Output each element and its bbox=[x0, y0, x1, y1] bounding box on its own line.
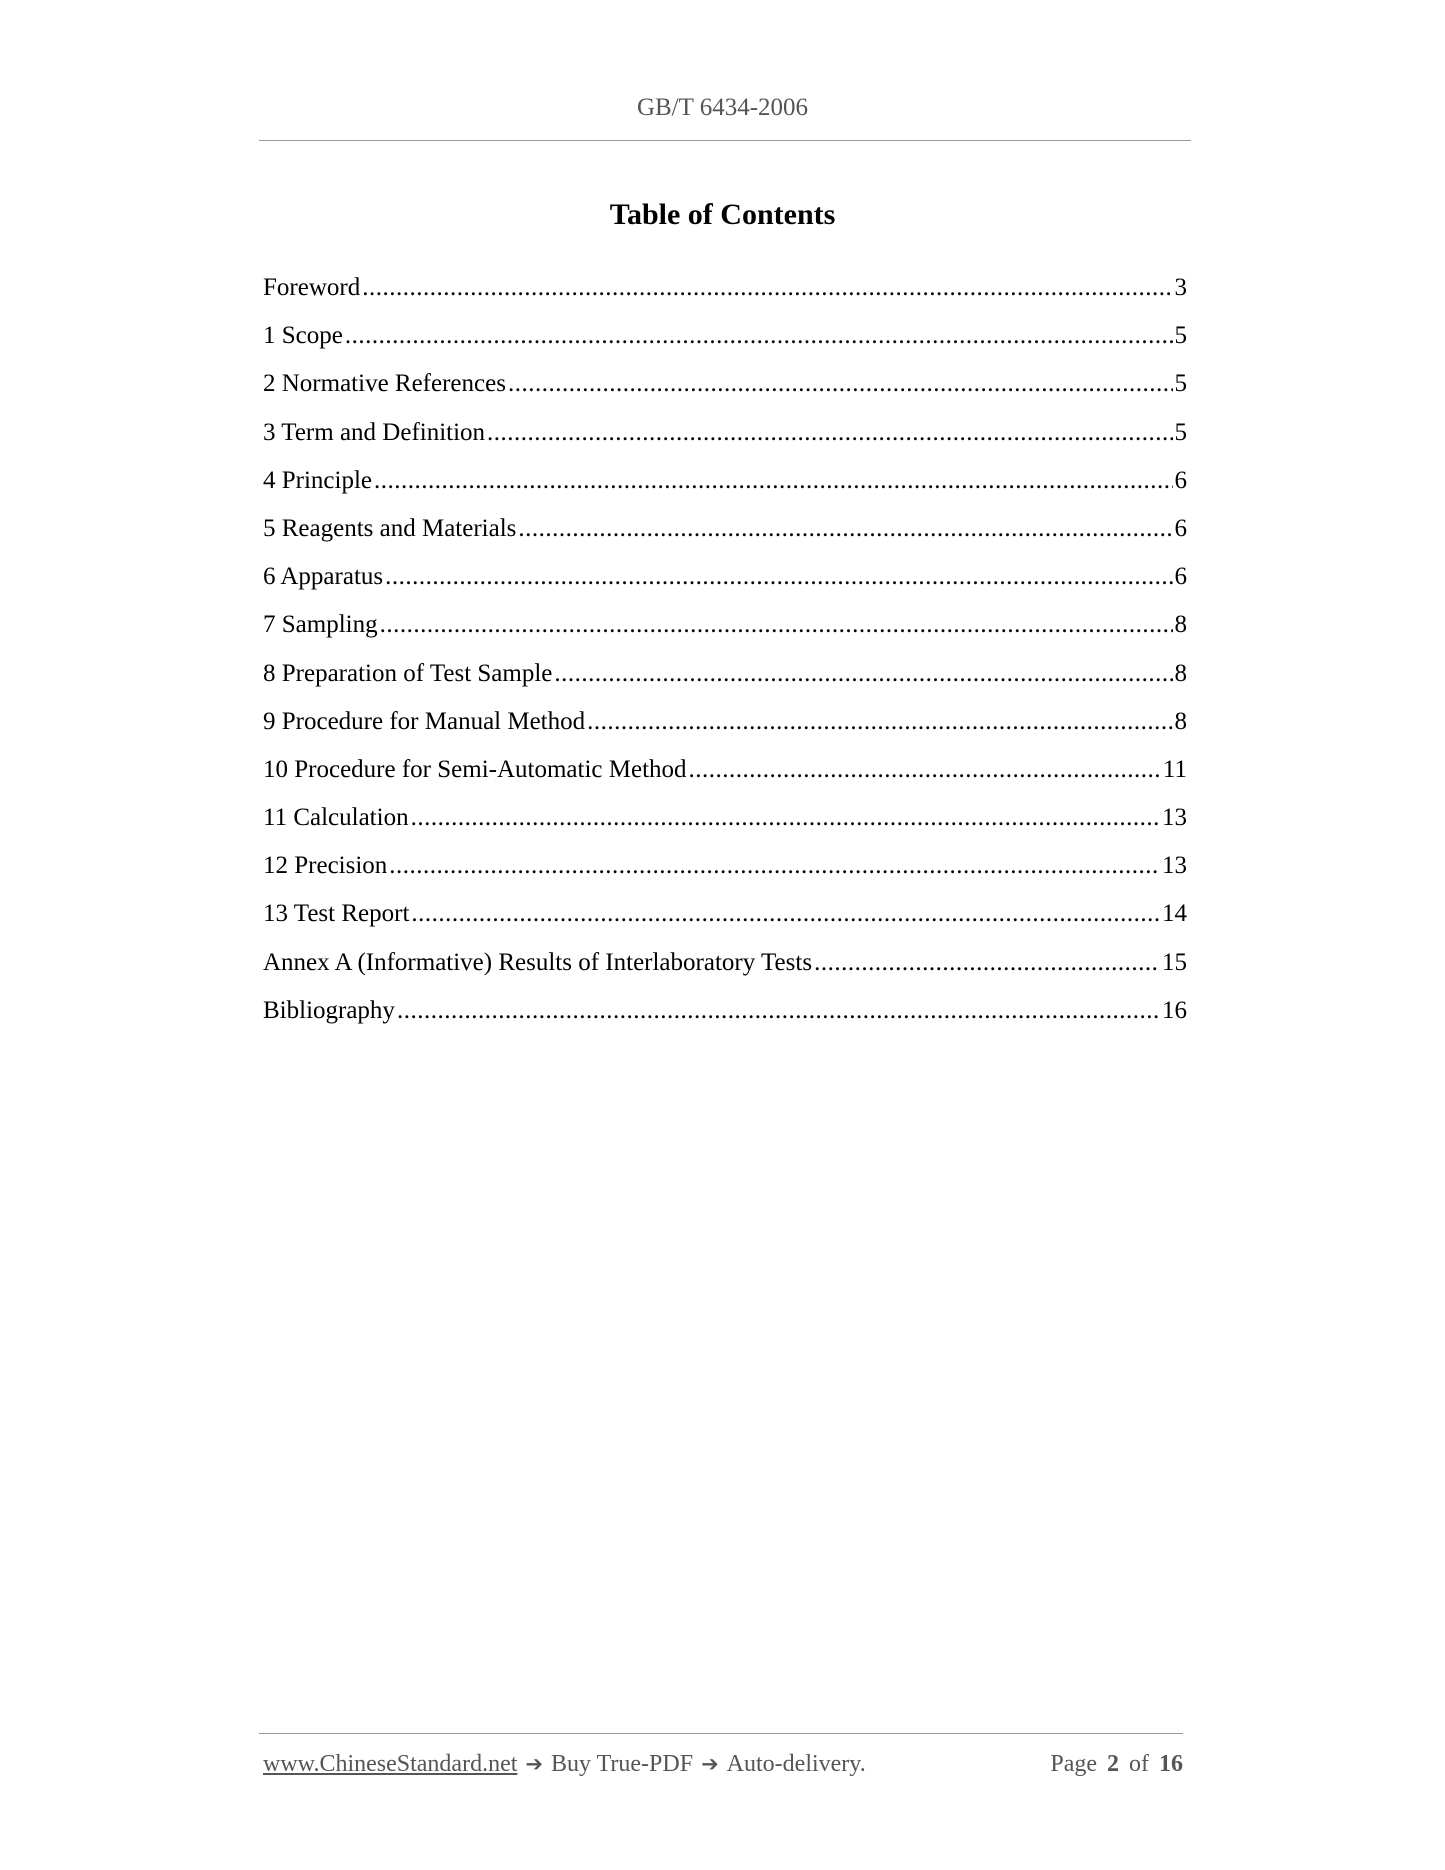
toc-entry-title: 13 Test Report bbox=[263, 900, 410, 928]
toc-entry-title: 7 Sampling bbox=[263, 611, 378, 639]
toc-entry[interactable] bbox=[263, 842, 1187, 890]
toc-entry-title: Bibliography bbox=[263, 996, 395, 1024]
right-arrow-icon: ➔ bbox=[701, 1752, 719, 1776]
toc-entry-title: 9 Procedure for Manual Method bbox=[263, 707, 586, 735]
toc-entry-page: 5 bbox=[1174, 322, 1187, 350]
toc-entry-page: 15 bbox=[1162, 948, 1187, 976]
toc-entry-title: Foreword bbox=[263, 274, 361, 301]
toc-dot-leader bbox=[362, 264, 1172, 312]
toc-entry-page: 5 bbox=[1174, 370, 1187, 398]
toc-dot-leader bbox=[508, 360, 1173, 408]
toc-entry[interactable] bbox=[263, 505, 1187, 553]
toc-dot-leader bbox=[554, 650, 1172, 698]
toc-dot-leader bbox=[587, 698, 1172, 746]
toc-entry-title: 1 Scope bbox=[263, 322, 343, 350]
toc-dot-leader bbox=[518, 505, 1172, 553]
toc-entry[interactable] bbox=[263, 601, 1187, 649]
toc-dot-leader bbox=[814, 939, 1160, 987]
page-current: 2 bbox=[1107, 1751, 1119, 1777]
toc-entry[interactable] bbox=[263, 409, 1187, 457]
page-number bbox=[1050, 1751, 1183, 1778]
toc-dot-leader bbox=[411, 794, 1160, 842]
right-arrow-icon: ➔ bbox=[525, 1752, 543, 1776]
toc-entry-title: 2 Normative References bbox=[263, 370, 506, 398]
footer-promo bbox=[263, 1751, 866, 1778]
toc-entry[interactable] bbox=[263, 698, 1187, 746]
toc-entry-title: 6 Apparatus bbox=[263, 563, 384, 591]
toc-entry[interactable] bbox=[263, 360, 1187, 408]
auto-delivery-text: Auto-delivery. bbox=[726, 1751, 866, 1777]
page-of-label: of bbox=[1129, 1751, 1149, 1777]
page-label: Page bbox=[1050, 1751, 1097, 1777]
toc-entry-title: 8 Preparation of Test Sample bbox=[263, 659, 553, 687]
toc-entry[interactable] bbox=[263, 746, 1187, 794]
toc-entry-page: 3 bbox=[1174, 274, 1187, 301]
toc-dot-leader bbox=[380, 601, 1173, 649]
page-total: 16 bbox=[1159, 1751, 1183, 1777]
toc-entry-page: 8 bbox=[1174, 659, 1187, 687]
toc-entry-title: 4 Principle bbox=[263, 466, 373, 494]
toc-entry[interactable] bbox=[263, 553, 1187, 601]
toc-dot-leader bbox=[385, 553, 1172, 601]
toc-entry-title: 12 Precision bbox=[263, 852, 388, 880]
toc-dot-leader bbox=[487, 409, 1172, 457]
toc-dot-leader bbox=[374, 457, 1172, 505]
toc-entry-title: 10 Procedure for Semi-Automatic Method bbox=[263, 755, 687, 783]
toc-entry-title: 3 Term and Definition bbox=[263, 418, 486, 446]
buy-true-pdf-text: Buy True-PDF bbox=[551, 1751, 694, 1777]
toc-entry-page: 13 bbox=[1162, 804, 1187, 832]
toc-dot-leader bbox=[345, 312, 1173, 360]
toc-entry[interactable] bbox=[263, 264, 1187, 312]
toc-entry-page: 8 bbox=[1174, 611, 1187, 639]
toc-list bbox=[263, 264, 1187, 1035]
footer-divider bbox=[259, 1733, 1183, 1734]
toc-entry-page: 6 bbox=[1174, 514, 1187, 542]
toc-entry-page: 5 bbox=[1174, 418, 1187, 446]
toc-entry-title: 5 Reagents and Materials bbox=[263, 514, 517, 542]
toc-entry-title: 11 Calculation bbox=[263, 804, 409, 832]
toc-dot-leader bbox=[397, 987, 1160, 1035]
toc-entry-page: 11 bbox=[1162, 755, 1187, 783]
toc-entry-page: 8 bbox=[1174, 707, 1187, 735]
website-link[interactable]: www.ChineseStandard.net bbox=[263, 1751, 518, 1777]
toc-entry[interactable] bbox=[263, 794, 1187, 842]
toc-dot-leader bbox=[411, 890, 1160, 938]
header-divider bbox=[259, 140, 1191, 141]
toc-entry[interactable] bbox=[263, 312, 1187, 360]
toc-entry-page: 6 bbox=[1174, 563, 1187, 591]
toc-entry[interactable] bbox=[263, 457, 1187, 505]
toc-dot-leader bbox=[689, 746, 1161, 794]
toc-entry-page: 16 bbox=[1162, 996, 1187, 1024]
toc-entry-page: 14 bbox=[1162, 900, 1187, 928]
toc-entry[interactable] bbox=[263, 939, 1187, 987]
page-footer bbox=[263, 1751, 1183, 1778]
toc-entry[interactable] bbox=[263, 650, 1187, 698]
toc-entry[interactable] bbox=[263, 890, 1187, 938]
toc-entry-page: 13 bbox=[1162, 852, 1187, 880]
toc-entry-page: 6 bbox=[1174, 466, 1187, 494]
document-header-title: GB/T 6434-2006 bbox=[636, 94, 809, 121]
toc-dot-leader bbox=[389, 842, 1160, 890]
toc-entry[interactable] bbox=[263, 987, 1187, 1035]
toc-heading: Table of Contents bbox=[609, 198, 836, 231]
toc-entry-title: Annex A (Informative) Results of Interlaboratory Tests bbox=[263, 948, 813, 976]
